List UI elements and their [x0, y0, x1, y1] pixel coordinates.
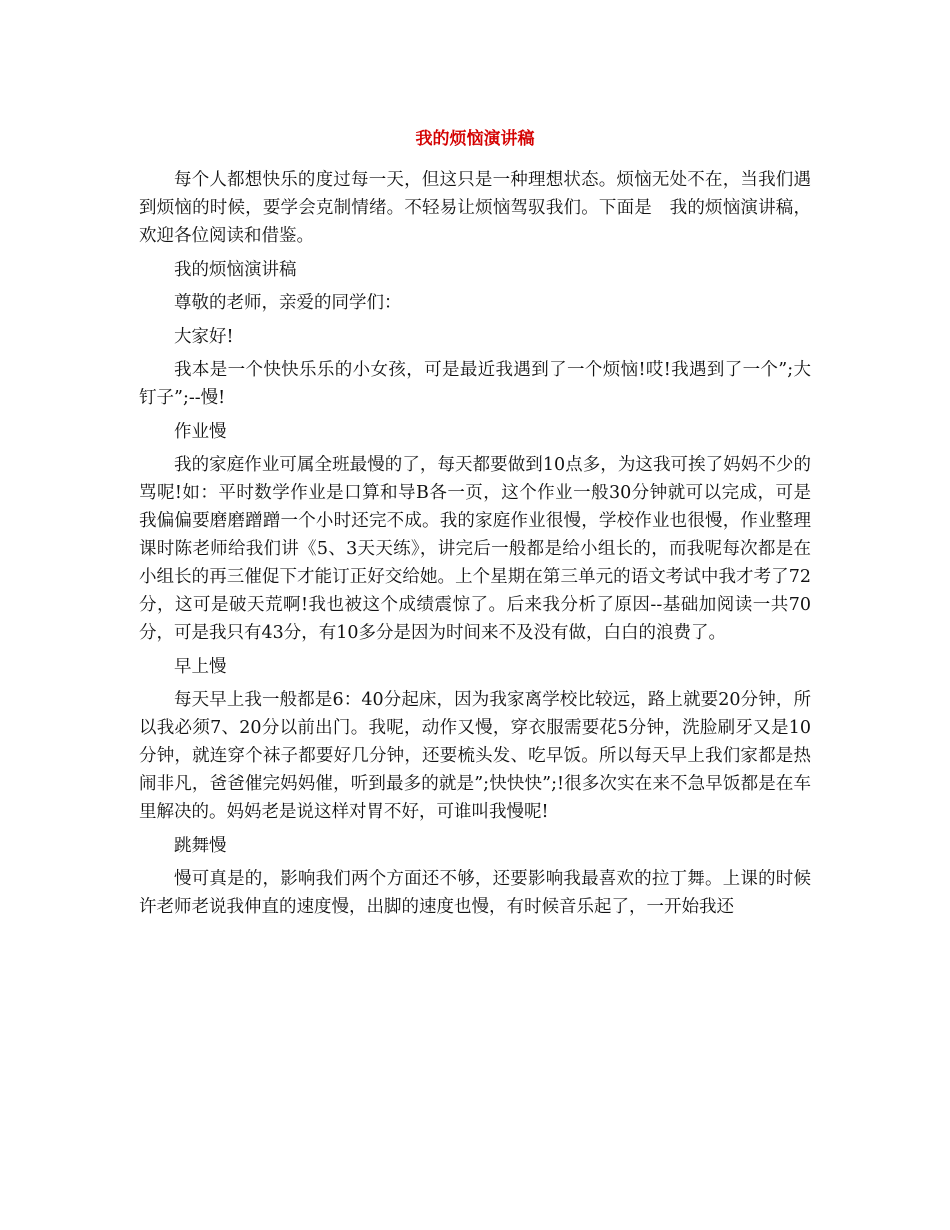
section-heading-dance: 跳舞慢	[174, 835, 227, 856]
paragraph-homework: 我的家庭作业可属全班最慢的了，每天都要做到10点多，为这我可挨了妈妈不少的骂呢!如：平时数学作业是口算和导B各一页，这个作业一般30分钟就可以完成，可是我偏偏要磨磨蹭蹭一个小时还完不成。我的家庭作业很慢，学校作业也很慢，作业整理课时陈老师给我们讲《5、3天天练》，讲完后一般都是给小组长的，而我呢每次都是在小组长的再三催促下才能订正好交给她。上个星期在第三单元的语文考试中我才考了72分，这可是破天荒啊!我也被这个成绩震惊了。后来我分析了原因--基础加阅读一共70分，可是我只有43分，有10多分是因为时间来不及没有做，白白的浪费了。	[139, 455, 811, 643]
paragraph-dance: 慢可真是的，影响我们两个方面还不够，还要影响我最喜欢的拉丁舞。上课的时候许老师老说我伸直的速度慢，出脚的速度也慢，有时候音乐起了，一开始我还	[139, 869, 811, 917]
paragraph-speech-title: 我的烦恼演讲稿	[174, 259, 297, 280]
document-body	[139, 166, 811, 927]
section-heading-morning: 早上慢	[174, 656, 227, 677]
section-heading-homework: 作业慢	[174, 421, 227, 442]
document-title: 我的烦恼演讲稿	[415, 129, 535, 149]
paragraph-intro: 每个人都想快乐的度过每一天，但这只是一种理想状态。烦恼无处不在，当我们遇到烦恼的时候，要学会克制情绪。不轻易让烦恼驾驭我们。下面是 我的烦恼演讲稿，欢迎各位阅读和借鉴。	[139, 170, 811, 246]
paragraph-salutation: 尊敬的老师，亲爱的同学们：	[174, 293, 402, 313]
paragraph-opening: 我本是一个快快乐乐的小女孩，可是最近我遇到了一个烦恼!哎!我遇到了一个”;大钉子”;--慢!	[139, 360, 811, 408]
paragraph-greeting: 大家好!	[174, 326, 234, 347]
paragraph-morning: 每天早上我一般都是6：40分起床，因为我家离学校比较远，路上就要20分钟，所以我必须7、20分以前出门。我呢，动作又慢，穿衣服需要花5分钟，洗脸刷牙又是10分钟，就连穿个袜子都要好几分钟，还要梳头发、吃早饭。所以每天早上我们家都是热闹非凡，爸爸催完妈妈催，听到最多的就是”;快快快”;!很多次实在来不急早饭都是在车里解决的。妈妈老是说这样对胃不好，可谁叫我慢呢!	[139, 690, 811, 822]
